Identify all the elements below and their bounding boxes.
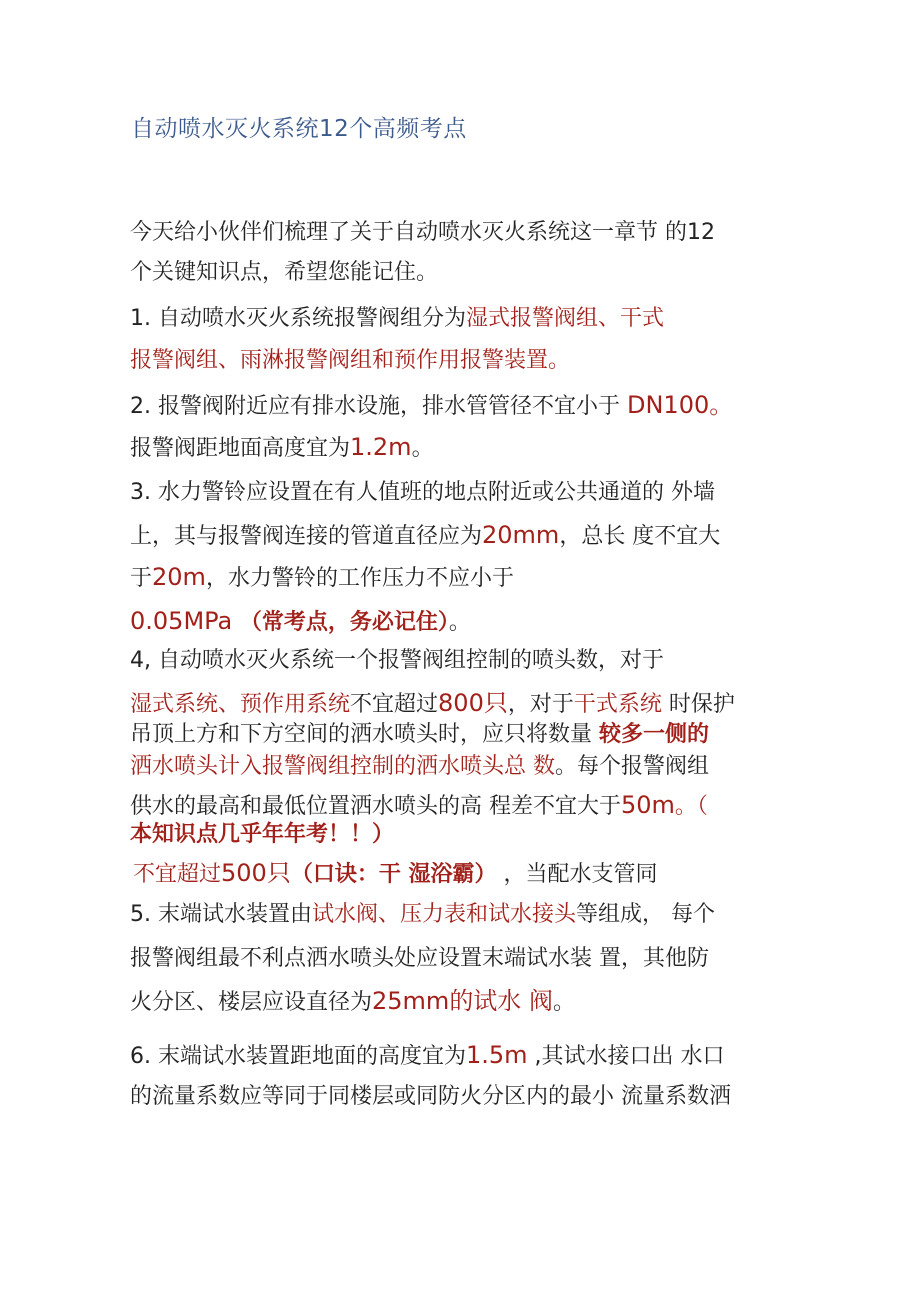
point-3-line-4 — [130, 606, 471, 638]
point-3-text-3: ，总长 度不宜大 — [559, 524, 721, 549]
point-4-mnemonic: （口诀：干 湿浴霸） — [290, 862, 497, 887]
point-5-line-2 — [130, 944, 709, 974]
point-4-text: 4, 自动喷水灭火系统一个报警阀组控制的喷头数，对于 — [130, 648, 664, 673]
page-title: 自动喷水灭火系统12个高频考点 — [131, 116, 467, 142]
point-3-text-5: ，水力警铃的工作压力不应小于 — [205, 566, 514, 591]
point-4-line-6 — [130, 820, 394, 850]
intro-line-2 — [130, 258, 438, 288]
point-4-line-5 — [130, 790, 708, 822]
point-5-text-3: 报警阀组最不利点洒水喷头处应设置末端试水装 置，其他防 — [130, 946, 709, 971]
point-3-line-2 — [130, 520, 720, 552]
point-4-open-paren: 。（ — [674, 794, 708, 819]
point-5-line-3 — [130, 986, 575, 1018]
point-4-count: 洒水喷头计入报警阀组控制的洒水喷头总 数 — [130, 754, 555, 779]
point-3-end: 。 — [448, 610, 471, 635]
point-3-note: （常考点，务必记住） — [232, 610, 449, 635]
point-4-line-7 — [133, 858, 658, 890]
intro-text-2: 个关键知识点，希望您能记住。 — [130, 260, 439, 285]
point-3-text-2: 上，其与报警阀连接的管道直径应为 — [130, 524, 483, 549]
point-4-line-1 — [130, 646, 664, 676]
point-5-end: 。 — [552, 990, 575, 1015]
point-4-text-5: 吊顶上方和下方空间的洒水喷头时，应只将数量 — [130, 722, 599, 747]
point-1-highlight: 湿式报警阀组、干式 — [466, 306, 665, 331]
point-4-exam-note: 本知识点几乎年年考！！） — [130, 822, 395, 847]
point-5-parts: 试水阀、压力表和试水接头 — [311, 902, 576, 927]
point-3-length: 20m — [152, 563, 206, 591]
point-5-text-4: 火分区、楼层应设直径为 — [130, 990, 373, 1015]
point-2-text-2: 报警阀距地面高度宜为 — [130, 436, 351, 461]
intro-line-1 — [130, 218, 715, 248]
point-1-line-2 — [130, 346, 570, 376]
point-3-line-3 — [130, 562, 514, 594]
point-4-text-2: 不宜超过 — [350, 692, 439, 717]
point-4-line-3 — [130, 720, 709, 750]
point-2-text: 2. 报警阀附近应有排水设施，排水管管径不宜小于 — [130, 394, 627, 419]
point-4-text-9: ，当配水支管同 — [496, 862, 658, 887]
point-4-more-side: 较多一侧的 — [599, 722, 710, 747]
point-5-text: 5. 末端试水装置由 — [130, 902, 312, 927]
point-4-wet: 湿式系统、预作用系统 — [130, 692, 351, 717]
point-1-text: 1. 自动喷水灭火系统报警阀组分为 — [130, 306, 466, 331]
point-4-text-3: ，对于 — [507, 692, 574, 717]
point-4-text-7: 供水的最高和最低位置洒水喷头的高 程差不宜大于 — [130, 794, 621, 819]
point-3-pressure: 0.05MPa — [130, 607, 233, 635]
point-3-line-1 — [130, 478, 715, 508]
point-4-50m: 50m — [621, 791, 675, 819]
point-6-text-2: ,其试水接口出 水口 — [527, 1044, 725, 1069]
point-4-800: 800只 — [438, 689, 508, 717]
point-4-text-4: 时保护 — [661, 692, 735, 717]
point-2-end: 。 — [411, 436, 434, 461]
point-3-text: 3. 水力警铃应设置在有人值班的地点附近或公共通道的 外墙 — [130, 480, 715, 505]
point-1-line-1 — [130, 304, 664, 334]
point-4-line-2 — [130, 688, 735, 720]
point-4-dry: 干式系统 — [573, 692, 662, 717]
point-2-line-2 — [130, 432, 434, 464]
point-5-line-1 — [130, 900, 715, 930]
point-2-dn100: DN100。 — [626, 391, 734, 419]
point-5-text-2: 等组成， 每个 — [576, 902, 715, 927]
point-4-line-4 — [130, 752, 709, 782]
point-6-line-1 — [130, 1040, 725, 1072]
point-5-valve: 25mm的试水 阀 — [372, 987, 553, 1015]
point-1-highlight-cont: 报警阀组、雨淋报警阀组和预作用报警装置。 — [130, 348, 571, 373]
point-3-text-4: 于 — [130, 566, 153, 591]
point-6-line-2 — [130, 1082, 731, 1112]
intro-text-1: 今天给小伙伴们梳理了关于自动喷水灭火系统这一章节 的12 — [130, 220, 715, 245]
point-4-text-8: 不宜超过 — [133, 862, 222, 887]
point-2-height: 1.2m — [350, 433, 412, 461]
point-3-diameter: 20mm — [482, 521, 560, 549]
point-4-500: 500只 — [221, 859, 291, 887]
point-6-text: 6. 末端试水装置距地面的高度宜为 — [130, 1044, 466, 1069]
point-2-line-1 — [130, 390, 733, 422]
point-6-height: 1.5m — [466, 1041, 528, 1069]
point-6-text-3: 的流量系数应等同于同楼层或同防火分区内的最小 流量系数洒 — [130, 1084, 731, 1109]
point-4-text-6: 。每个报警阀组 — [555, 754, 710, 779]
